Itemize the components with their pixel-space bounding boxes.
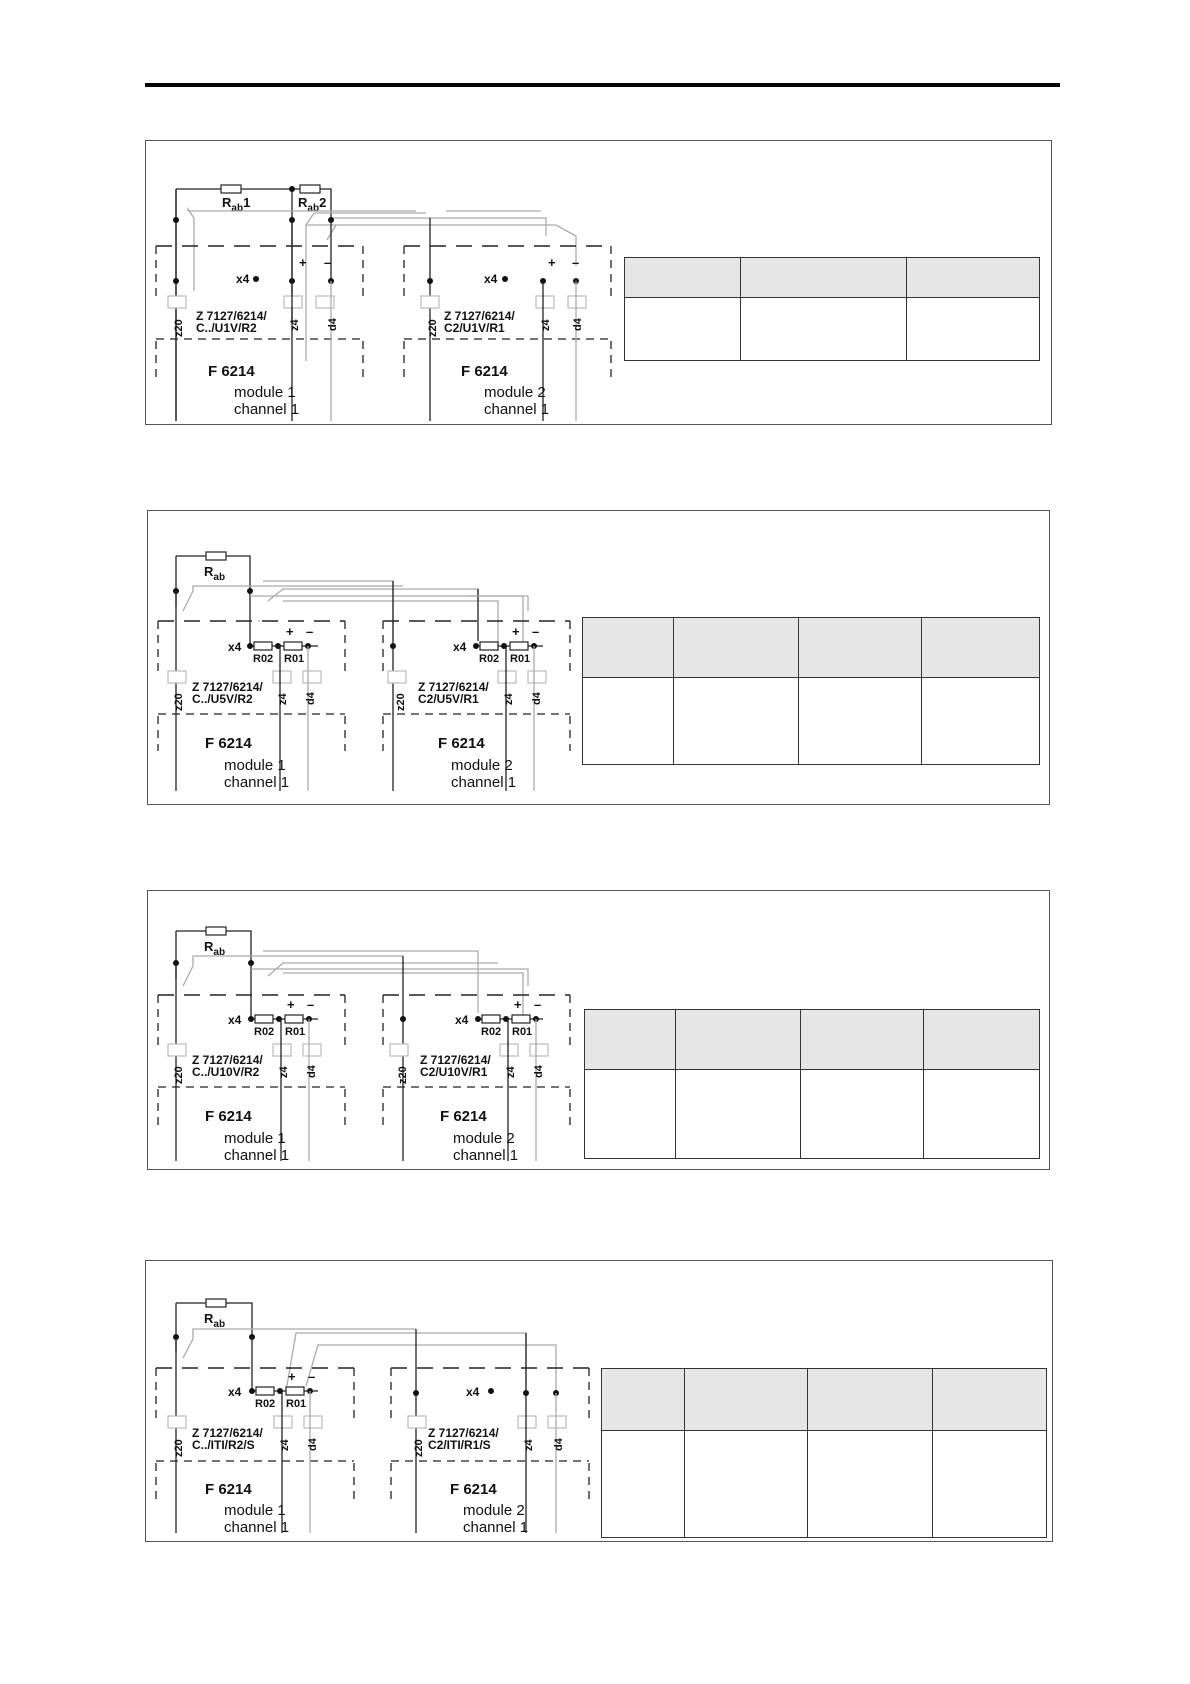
model-line1: Z 7127/6214/: [196, 309, 267, 323]
rab-label: $R_{ab}$: [204, 939, 226, 958]
module-label: module 1: [234, 384, 296, 401]
resistor-rab: [206, 927, 226, 935]
module-label: module 2: [463, 1502, 525, 1519]
model-line2: C../U1V/R2: [196, 321, 257, 335]
x4-label: x4: [453, 640, 467, 654]
channel-label: channel 1: [234, 401, 300, 418]
module-label: module 2: [453, 1130, 515, 1147]
r02-label: R02: [479, 653, 500, 665]
plus-label: +: [286, 624, 294, 639]
resistor-rab: [206, 552, 226, 560]
model-line2: C2/U10V/R1: [420, 1065, 488, 1079]
model-line2: C../ITI/R2/S: [192, 1438, 255, 1452]
resistor-rab1: [221, 185, 241, 193]
module-label: module 1: [224, 1502, 286, 1519]
rab2-label: $R_{ab}2$: [298, 195, 327, 214]
diagram-panel-3: [147, 890, 1050, 1170]
r01-label: R01: [510, 653, 531, 665]
module-label: module 1: [224, 757, 286, 774]
model-line1: Z 7127/6214/: [192, 680, 263, 694]
channel-label: channel 1: [224, 1147, 290, 1164]
x4-label: x4: [228, 1385, 242, 1399]
spec-table-4: [601, 1368, 1047, 1538]
x4-label: x4: [455, 1013, 469, 1027]
minus-label: –: [324, 255, 332, 270]
spec-table-2: [582, 617, 1040, 765]
pin-d4: d4: [572, 318, 584, 331]
pin-d4: d4: [306, 1065, 318, 1078]
module-label: module 2: [484, 384, 546, 401]
pin-z20: z20: [395, 693, 407, 711]
card-label: F 6214: [438, 735, 485, 752]
channel-label: channel 1: [463, 1519, 529, 1536]
channel-label: channel 1: [224, 1519, 290, 1536]
minus-label: –: [572, 255, 580, 270]
x4-label: x4: [228, 640, 242, 654]
r01-label: R01: [286, 1398, 307, 1410]
model-line1: Z 7127/6214/: [420, 1053, 491, 1067]
pin-z20: z20: [413, 1439, 425, 1457]
plus-label: +: [548, 255, 556, 270]
card-label: F 6214: [205, 1481, 252, 1498]
rab1-label: $R_{ab}1$: [222, 195, 251, 214]
minus-label: –: [532, 624, 540, 639]
header-rule: [145, 83, 1060, 87]
model-line2: C../U5V/R2: [192, 692, 253, 706]
card-label: F 6214: [461, 363, 508, 380]
spec-table-1: [624, 257, 1040, 361]
plus-label: +: [299, 255, 307, 270]
pin-z4: z4: [540, 319, 552, 331]
pin-z20: z20: [427, 319, 439, 337]
card-label: F 6214: [205, 1108, 252, 1125]
resistor-rab: [206, 1299, 226, 1307]
minus-label: –: [307, 997, 315, 1012]
pin-z4: z4: [278, 1066, 290, 1078]
diagram-panel-1: [145, 140, 1052, 425]
plus-label: +: [287, 997, 295, 1012]
model-line1: Z 7127/6214/: [192, 1426, 263, 1440]
pin-d4: d4: [531, 692, 543, 705]
plus-label: +: [512, 624, 520, 639]
pin-d4: d4: [327, 318, 339, 331]
pin-z20: z20: [173, 1439, 185, 1457]
r01-label: R01: [284, 653, 305, 665]
minus-label: –: [308, 1369, 316, 1384]
module-label: module 1: [224, 1130, 286, 1147]
minus-label: –: [306, 624, 314, 639]
diagram-panel-4: [145, 1260, 1053, 1542]
model-line2: C../U10V/R2: [192, 1065, 260, 1079]
spec-table-3: [584, 1009, 1040, 1159]
model-line2: C2/U5V/R1: [418, 692, 479, 706]
plus-label: +: [288, 1369, 296, 1384]
pin-d4: d4: [305, 692, 317, 705]
pin-d4: d4: [553, 1438, 565, 1451]
r02-label: R02: [254, 1026, 275, 1038]
pin-z20: z20: [397, 1066, 409, 1084]
resistor-rab2: [300, 185, 320, 193]
model-line1: Z 7127/6214/: [192, 1053, 263, 1067]
r01-label: R01: [285, 1026, 306, 1038]
r02-label: R02: [253, 653, 274, 665]
x4-label: x4: [466, 1385, 480, 1399]
x4-label: x4: [236, 272, 250, 286]
pin-z4: z4: [505, 1066, 517, 1078]
pin-z4: z4: [503, 693, 515, 705]
r01-label: R01: [512, 1026, 533, 1038]
card-label: F 6214: [208, 363, 255, 380]
pin-z20: z20: [173, 1066, 185, 1084]
pin-z20: z20: [173, 693, 185, 711]
pin-z20: z20: [173, 319, 185, 337]
card-label: F 6214: [440, 1108, 487, 1125]
pin-z4: z4: [279, 1439, 291, 1451]
rab-label: $R_{ab}$: [204, 564, 226, 583]
channel-label: channel 1: [451, 774, 517, 791]
r02-label: R02: [481, 1026, 502, 1038]
pin-d4: d4: [533, 1065, 545, 1078]
module-label: module 2: [451, 757, 513, 774]
x4-label: x4: [484, 272, 498, 286]
model-line2: C2/ITI/R1/S: [428, 1438, 491, 1452]
model-line1: Z 7127/6214/: [444, 309, 515, 323]
diagram-panel-2: [147, 510, 1050, 805]
pin-d4: d4: [307, 1438, 319, 1451]
x4-label: x4: [228, 1013, 242, 1027]
pin-z4: z4: [277, 693, 289, 705]
model-line1: Z 7127/6214/: [418, 680, 489, 694]
pin-z4: z4: [523, 1439, 535, 1451]
card-label: F 6214: [450, 1481, 497, 1498]
channel-label: channel 1: [484, 401, 550, 418]
pin-z4: z4: [289, 319, 301, 331]
model-line2: C2/U1V/R1: [444, 321, 505, 335]
channel-label: channel 1: [453, 1147, 519, 1164]
card-label: F 6214: [205, 735, 252, 752]
r02-label: R02: [255, 1398, 276, 1410]
minus-label: –: [534, 997, 542, 1012]
model-line1: Z 7127/6214/: [428, 1426, 499, 1440]
channel-label: channel 1: [224, 774, 290, 791]
rab-label: $R_{ab}$: [204, 1311, 226, 1330]
plus-label: +: [514, 997, 522, 1012]
